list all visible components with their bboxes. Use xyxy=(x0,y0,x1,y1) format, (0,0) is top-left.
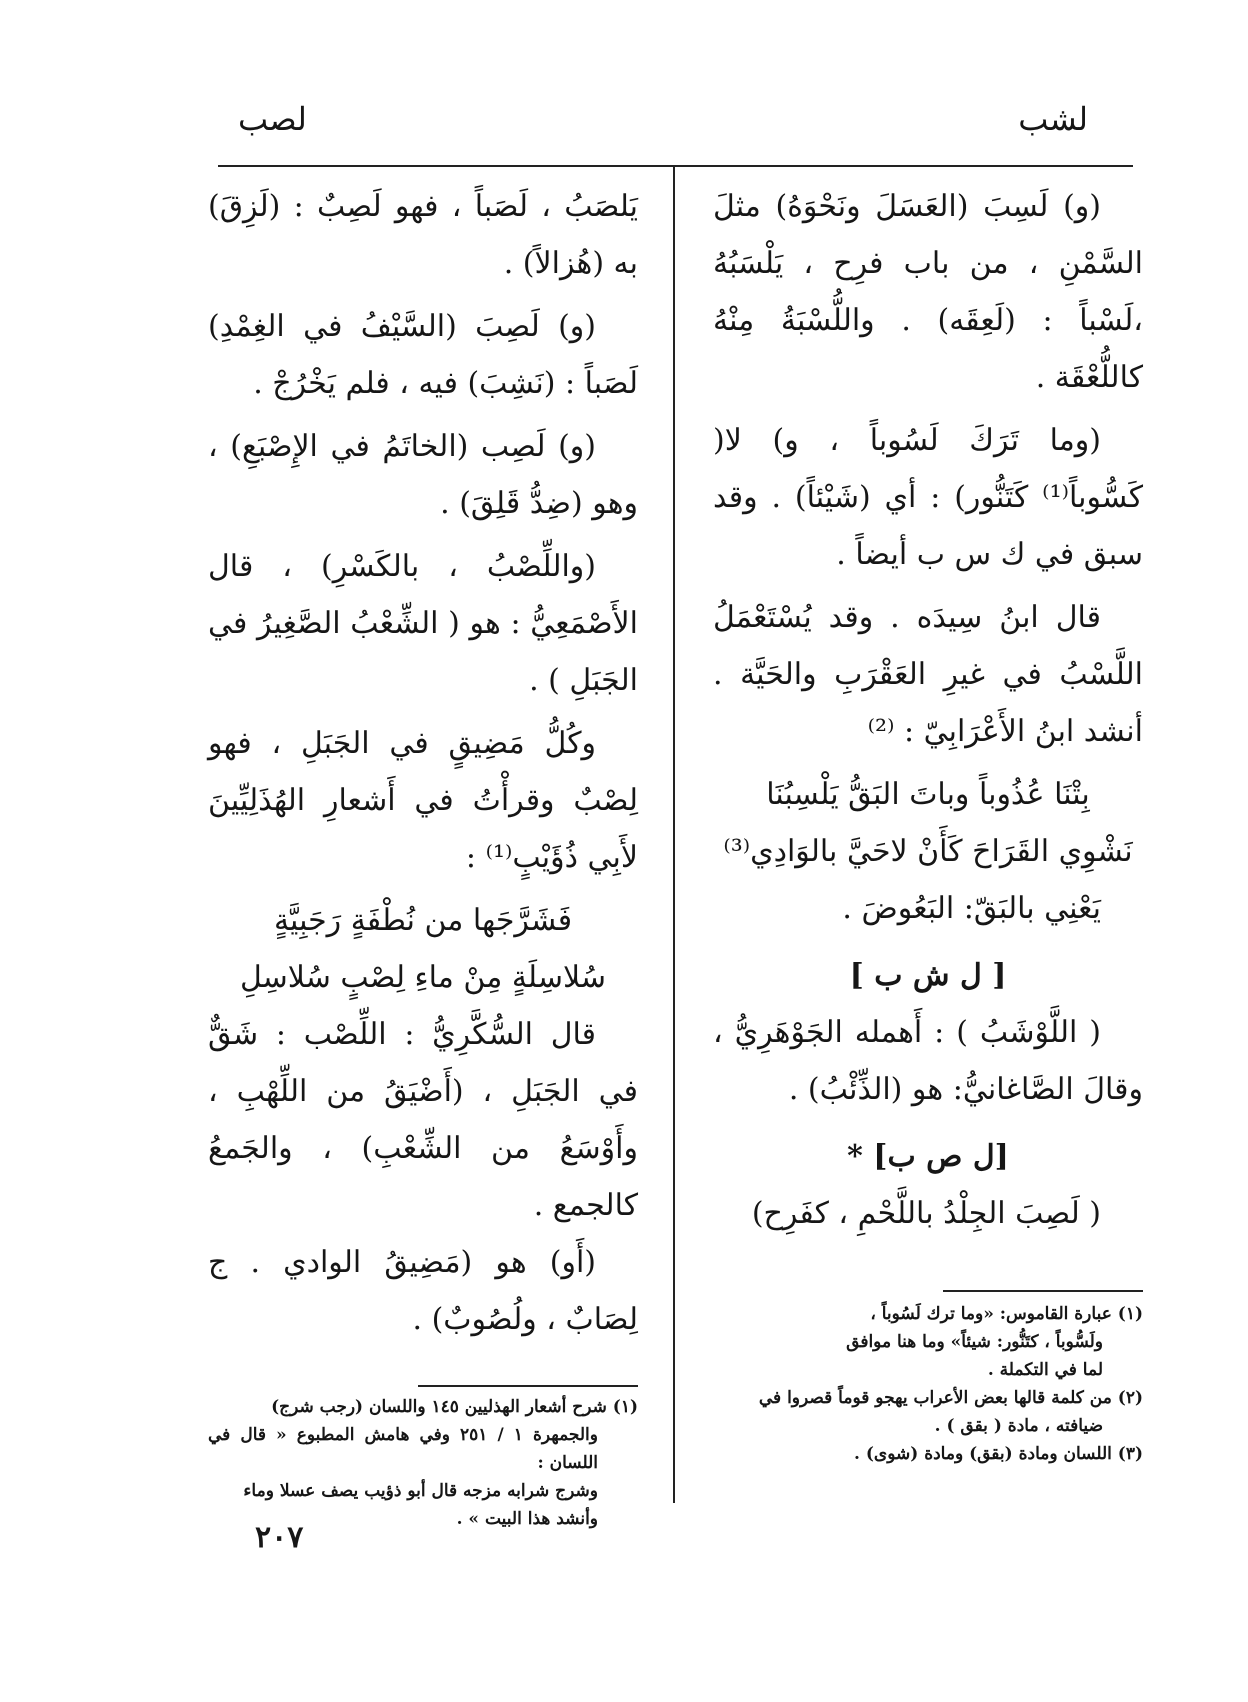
entry-paragraph: قال السُّكَّرِيُّ : اللِّصْب : شَقٌّ في الجَبَلِ ، (أَضْيَقُ من اللِّهْبِ ، وأَوْسَعُ من الشِّعْبِ) ، والجَمعُ كالجمع . xyxy=(208,1017,638,1223)
footnote-line: والجمهرة ١ / ٢٥١ وفي هامش المطبوع « قال في اللسان : xyxy=(208,1425,598,1473)
entry-paragraph: (و) لَصِب (الخاتَمُ في الإِصْبَعِ) ، وهو (ضِدُّ قَلِقَ) . xyxy=(208,429,638,521)
footnote-line: (٣) اللسان ومادة (بقق) ومادة (شوى) . xyxy=(854,1444,1143,1464)
footnote-rule xyxy=(418,1385,638,1387)
footnote-line: وشرج شرابه مزجه قال أبو ذؤيب يصف عسلا وماء xyxy=(243,1481,598,1501)
column-divider xyxy=(673,167,675,1503)
entry-paragraph: (و) لَصِبَ (السَّيْفُ في الغِمْدِ) لَصَباً : (نَشِبَ) فيه ، فلم يَخْرُجْ . xyxy=(208,309,638,401)
running-header-left: لصب xyxy=(238,100,307,138)
entry-paragraph: (أَو) هو (مَضِيقُ الوادي . ج لِصَابٌ ، ولُصُوبٌ) . xyxy=(208,1245,638,1337)
verse-line: فَشَرَّجَها من نُطْفَةٍ رَجَبِيَّةٍ xyxy=(273,903,573,938)
entry-paragraph: قال ابنُ سِيدَه . وقد يُسْتَعْمَلُ اللَّسْبُ في غيرِ العَقْرَبِ والحَيَّة . أنشد ابنُ الأَعْرَابِيّ : ⁽²⁾ xyxy=(713,600,1143,749)
footnote-line: (٢) من كلمة قالها بعض الأعراب يهجو قوماً قصروا في xyxy=(758,1388,1143,1408)
entry-paragraph: (واللِّصْبُ ، بالكَسْرِ) ، قال الأَصْمَعِيُّ : هو ( الشِّعْبُ الصَّغِيرُ في الجَبَلِ ) . xyxy=(208,549,638,698)
root-heading: [ ل ش ب ] xyxy=(849,958,1007,993)
footnotes-right xyxy=(713,1300,1143,1468)
entry-paragraph: ( لَصِبَ الجِلْدُ باللَّحْمِ ، كفَرِح) xyxy=(751,1196,1101,1231)
footnote-rule xyxy=(943,1290,1143,1292)
footnote-line: ولَسُّوباً ، كتَنُّور: شيئاً» وما هنا موافق xyxy=(846,1332,1103,1352)
footnotes-left xyxy=(208,1393,638,1533)
footnote-line: (١) عبارة القاموس: «وما ترك لَسُوباً ، xyxy=(870,1304,1143,1324)
footnote-line: وأنشد هذا البيت » . xyxy=(456,1509,598,1529)
right-column xyxy=(713,178,1143,1242)
page-number: ٢٠٧ xyxy=(255,1520,304,1555)
footnote-line: (١) شرح أشعار الهذليين ١٤٥ واللسان (رجب شرج) xyxy=(271,1397,638,1417)
footnote-line: لما في التكملة . xyxy=(987,1360,1103,1380)
footnote-line: ضيافته ، مادة ( بقق ) . xyxy=(934,1416,1103,1436)
left-column xyxy=(208,178,638,1348)
entry-paragraph: (وما تَرَكَ لَسُوباً ، و) لا( كَسُّوباً⁽¹⁾ كَتَنُّور) : أي (شَيْئاً) . وقد سبق في ك س ب أيضاً . xyxy=(713,423,1143,572)
verse-line: سُلاسِلَةٍ مِنْ ماءِ لِصْبٍ سُلاسِلِ xyxy=(239,960,607,995)
entry-paragraph: (و) لَسِبَ (العَسَلَ ونَحْوَهُ) مثلَ السَّمْنِ ، من باب فرِح ، يَلْسَبُهُ ،لَسْباً : (لَعِقَه) . واللُّسْبَةُ مِنْهُ كاللُّعْقَة . xyxy=(713,189,1143,395)
entry-paragraph: ( اللَّوْشَبُ ) : أَهمله الجَوْهَرِيُّ ، وقالَ الصَّاغانيُّ: هو (الذِّئْبُ) . xyxy=(713,1015,1143,1107)
entry-paragraph: يَعْنِي بالبَقّ: البَعُوضَ . xyxy=(842,891,1101,926)
header-rule xyxy=(218,165,1133,167)
entry-paragraph: يَلصَبُ ، لَصَباً ، فهو لَصِبٌ : (لَزِقَ) به (هُزالاً) . xyxy=(208,189,638,281)
entry-paragraph: وكُلُّ مَضِيقٍ في الجَبَلِ ، فهو لِصْبٌ وقرأْتُ في أَشعارِ الهُذَلِيِّينَ لأَبِي ذُؤَيْبٍ⁽¹⁾ : xyxy=(208,726,638,875)
verse-line: بِتْنَا عُذُوباً وباتَ البَقُّ يَلْسِبُنَا xyxy=(766,777,1090,812)
verse-line: نَشْوِي القَرَاحَ كَأَنْ لاحَيَّ بالوَادِي⁽³⁾ xyxy=(723,834,1133,869)
root-heading: [ل ص ب] * xyxy=(847,1139,1009,1174)
running-header-right: لشب xyxy=(1018,100,1088,138)
